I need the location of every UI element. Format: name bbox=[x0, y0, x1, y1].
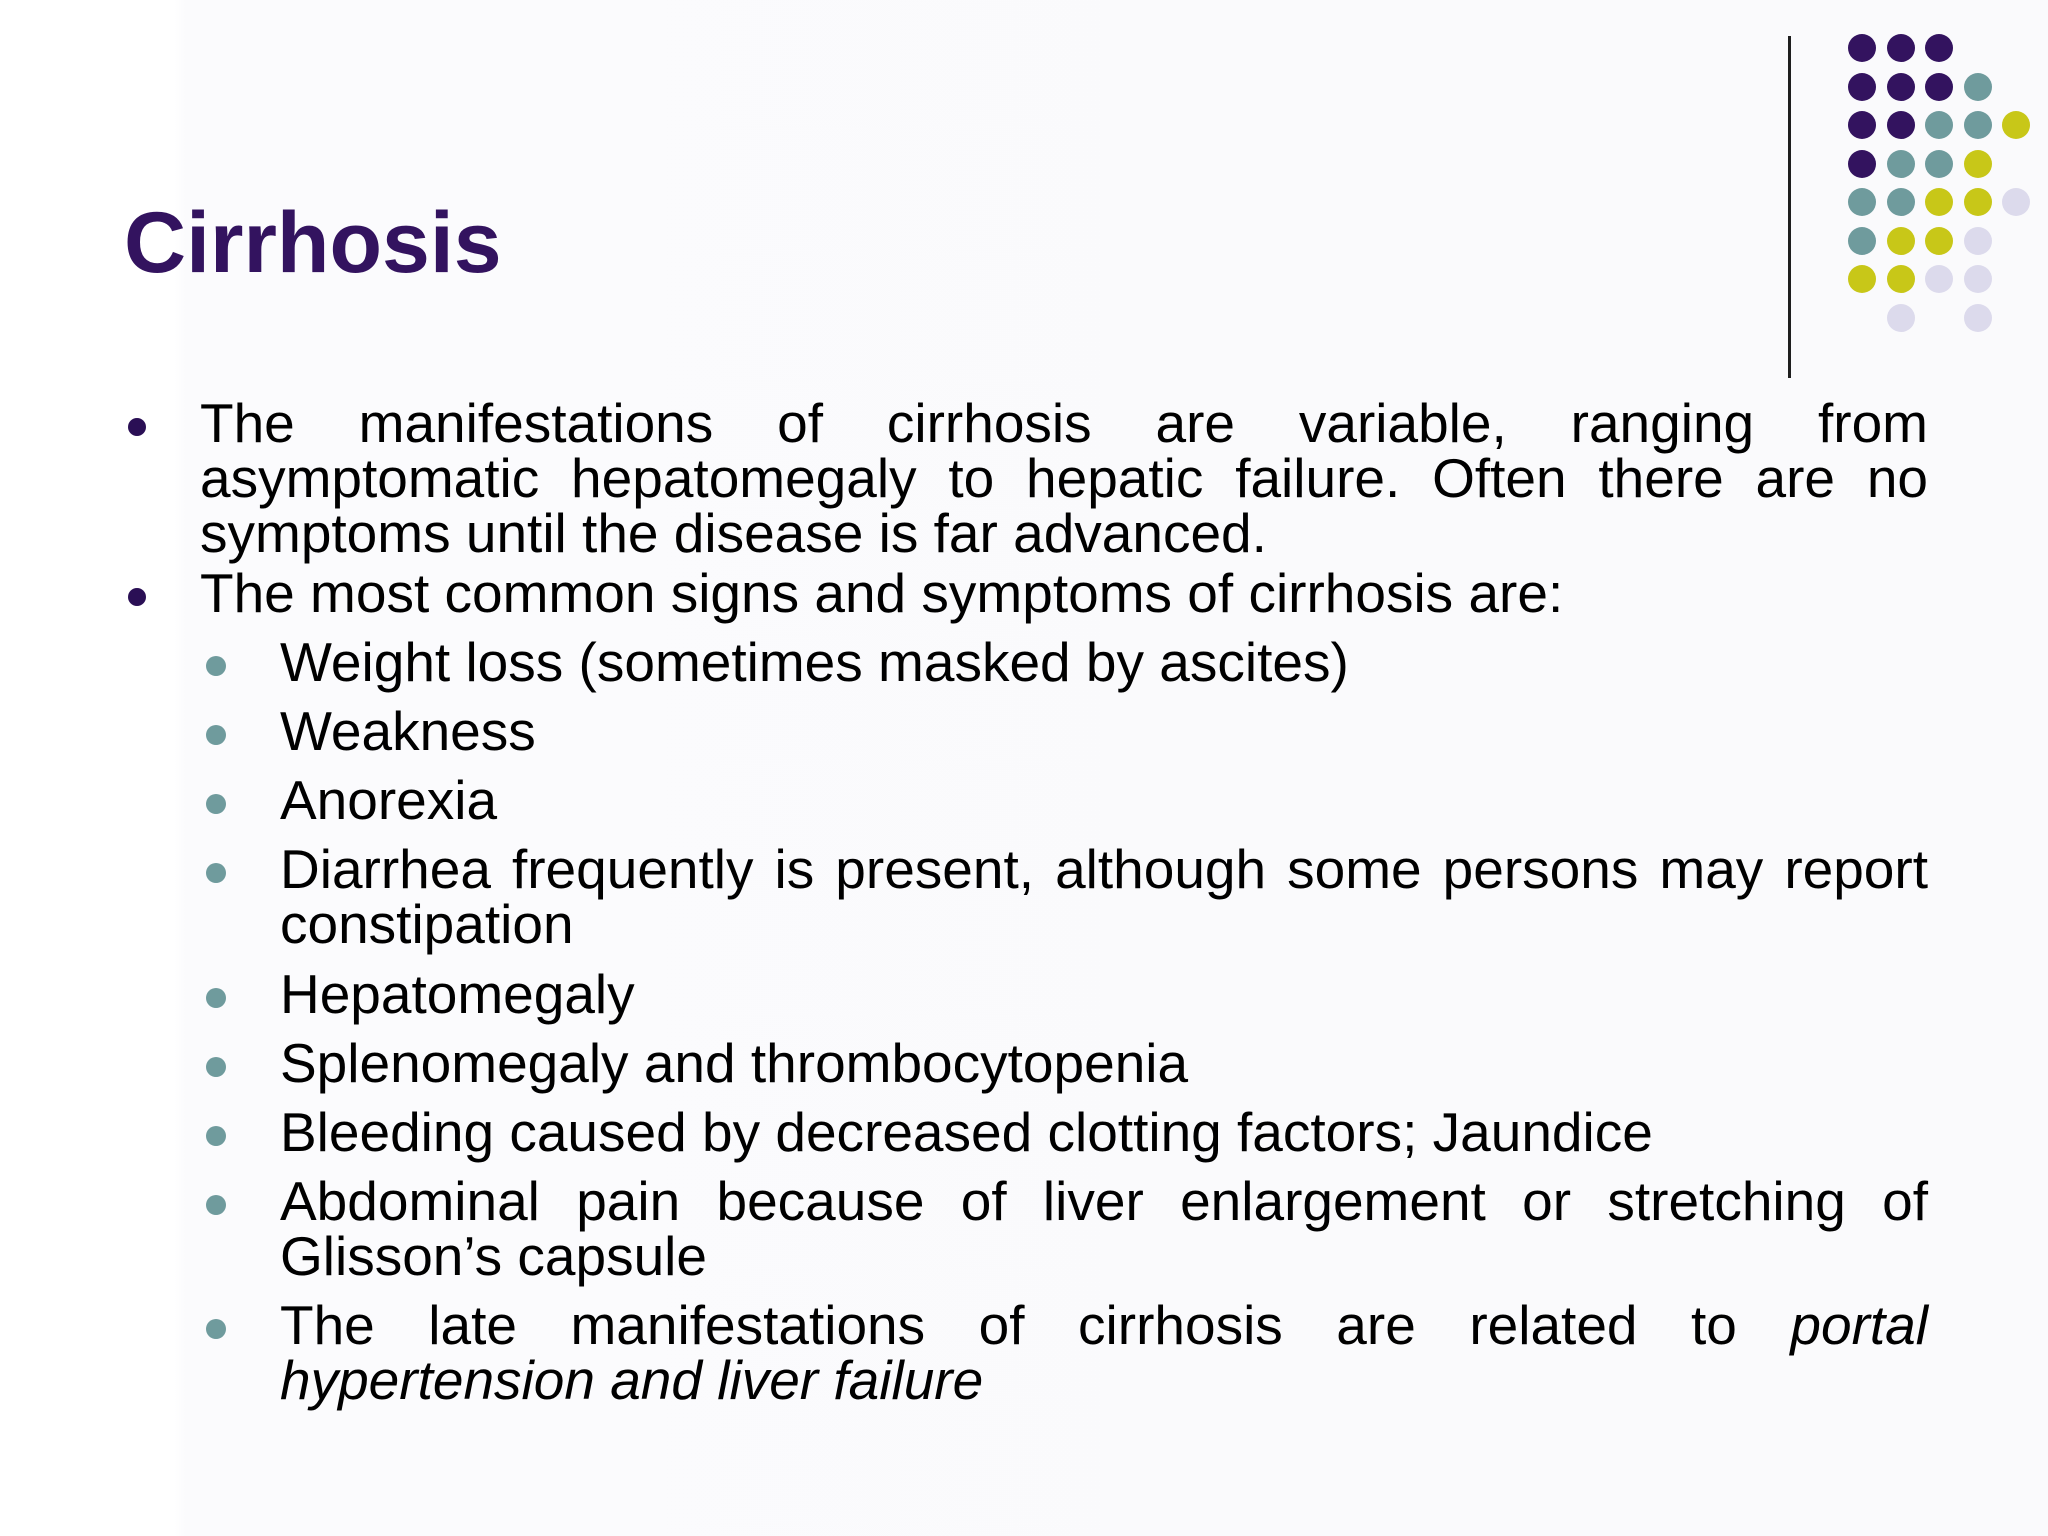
slide-title: Cirrhosis bbox=[124, 195, 502, 291]
sub-bullet-item bbox=[280, 1294, 1928, 1411]
decorative-dot bbox=[1848, 188, 1876, 216]
sub-bullet-text: The late manifestations of cirrhosis are related to bbox=[280, 1294, 1791, 1356]
sub-bullet-text: Diarrhea frequently is present, although some persons may report constipation bbox=[280, 838, 1928, 955]
bullet-item bbox=[200, 392, 1928, 564]
sub-bullet-dot-icon bbox=[206, 794, 226, 814]
decorative-dot bbox=[2002, 111, 2030, 139]
sub-bullet-text: Bleeding caused by decreased clotting factors; Jaundice bbox=[280, 1101, 1653, 1163]
decorative-dot bbox=[1925, 265, 1953, 293]
sub-bullet-text: Hepatomegaly bbox=[280, 963, 635, 1025]
sub-bullet-dot-icon bbox=[206, 656, 226, 676]
decorative-dot bbox=[1964, 111, 1992, 139]
sub-bullet-text: Weight loss (sometimes masked by ascites) bbox=[280, 631, 1349, 693]
decorative-dot bbox=[1964, 150, 1992, 178]
decorative-dot bbox=[1848, 34, 1876, 62]
decorative-dot bbox=[1887, 34, 1915, 62]
decorative-dot bbox=[1925, 111, 1953, 139]
sub-bullet-dot-icon bbox=[206, 863, 226, 883]
sub-bullet-text: Splenomegaly and thrombocytopenia bbox=[280, 1032, 1189, 1094]
sub-bullet-dot-icon bbox=[206, 725, 226, 745]
decorative-dot bbox=[1848, 111, 1876, 139]
decorative-dot bbox=[1925, 73, 1953, 101]
sub-bullet-dot-icon bbox=[206, 1195, 226, 1215]
decorative-dot bbox=[1964, 265, 1992, 293]
sub-bullet-item bbox=[280, 700, 1928, 762]
bullet-item bbox=[200, 562, 1928, 624]
decorative-dot bbox=[2002, 188, 2030, 216]
sub-bullet-item bbox=[280, 963, 1928, 1025]
vertical-divider bbox=[1788, 36, 1791, 378]
sub-bullet-item bbox=[280, 631, 1928, 693]
decorative-dot bbox=[1925, 227, 1953, 255]
decorative-dot bbox=[1887, 265, 1915, 293]
sub-bullet-item bbox=[280, 838, 1928, 955]
decorative-dot bbox=[1964, 227, 1992, 255]
bullet-text: The most common signs and symptoms of cirrhosis are: bbox=[200, 562, 1564, 624]
decorative-dot bbox=[1887, 304, 1915, 332]
sub-bullet-item bbox=[280, 1101, 1928, 1163]
decorative-dot bbox=[1964, 188, 1992, 216]
decorative-dot bbox=[1848, 227, 1876, 255]
sub-bullet-item bbox=[280, 1170, 1928, 1287]
sub-bullet-text: Anorexia bbox=[280, 769, 498, 831]
sub-bullet-dot-icon bbox=[206, 988, 226, 1008]
decorative-dot bbox=[1848, 73, 1876, 101]
decorative-dot bbox=[1887, 227, 1915, 255]
sub-bullet-text: Weakness bbox=[280, 700, 536, 762]
bullet-dot-icon bbox=[128, 418, 146, 436]
decorative-dot bbox=[1887, 150, 1915, 178]
sub-bullet-dot-icon bbox=[206, 1057, 226, 1077]
sub-bullet-dot-icon bbox=[206, 1126, 226, 1146]
sub-bullet-item bbox=[280, 1032, 1928, 1094]
sub-bullet-item bbox=[280, 769, 1928, 831]
decorative-dot bbox=[1925, 188, 1953, 216]
decorative-dot bbox=[1887, 73, 1915, 101]
sub-bullet-dot-icon bbox=[206, 1319, 226, 1339]
decorative-dot bbox=[1848, 150, 1876, 178]
decorative-dot bbox=[1848, 265, 1876, 293]
decorative-dot bbox=[1925, 150, 1953, 178]
bullet-dot-icon bbox=[128, 588, 146, 606]
sub-bullet-italic-text: portal hypertension and liver failure bbox=[280, 1294, 1928, 1411]
decorative-dot bbox=[1887, 188, 1915, 216]
sub-bullet-text: Abdominal pain because of liver enlargement or stretching of Glisson’s capsule bbox=[280, 1170, 1928, 1287]
decorative-dot bbox=[1964, 304, 1992, 332]
decorative-dot bbox=[1887, 111, 1915, 139]
decorative-dot bbox=[1964, 73, 1992, 101]
bullet-text: The manifestations of cirrhosis are variable, ranging from asymptomatic hepatomegaly to hepatic failure. Often there are no symptoms until the disease is far advanced. bbox=[200, 392, 1928, 564]
decorative-dot bbox=[1925, 34, 1953, 62]
